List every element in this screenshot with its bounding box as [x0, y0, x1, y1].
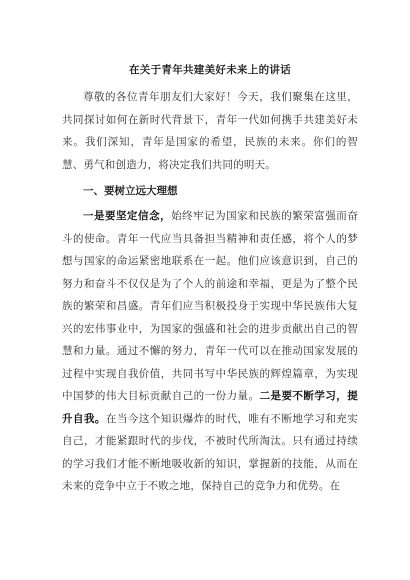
intro-paragraph: 尊敬的各位青年朋友们大家好！今天，我们聚集在这里，共同探讨如何在新时代背景下，青年一代如何携手共建美好未来。我们深知，青年是国家的希望，民族的未来。你们的智慧、勇气和创造力，将决定我们共同的明天。	[62, 91, 358, 171]
document-page	[62, 62, 358, 568]
lead-phrase-2: 二是要不断学习，提升自我。	[62, 390, 358, 425]
section-heading: 一、要树立远大理想	[83, 185, 178, 197]
body-paragraph	[62, 205, 358, 498]
paragraph-text-2: 在当今这个知识爆炸的时代，唯有不断地学习和充实自己，才能紧跟时代的步伐，不被时代所淘汰。只有通过持续的学习我们才能不断地吸收新的知识，掌握新的技能，从而在未来的竞争中立于不败之地，保持自己的竞争力和优势。在	[62, 412, 358, 492]
paragraph-text: 始终牢记为国家和民族的繁荣富强而奋斗的使命。青年一代应当具备担当精神和责任感，将个人的梦想与国家的命运紧密地联系在一起。他们应该意识到，自己的努力和奋斗不仅仅是为了个人的前途和幸福，更是为了整个民族的繁荣和昌盛。青年们应当积极投身于实现中华民族伟大复兴的宏伟事业中，为国家的强盛和社会的进步贡献出自己的智慧和力量。通过不懈的努力，青年一代可以在推动国家发展的过程中实现自我价值，共同书写中华民族的辉煌篇章，为实现中国梦的伟大目标贡献自己的一份力量。	[62, 210, 358, 402]
document-title: 在关于青年共建美好未来上的讲话	[129, 64, 291, 76]
lead-phrase: 一是要坚定信念，	[83, 210, 172, 222]
